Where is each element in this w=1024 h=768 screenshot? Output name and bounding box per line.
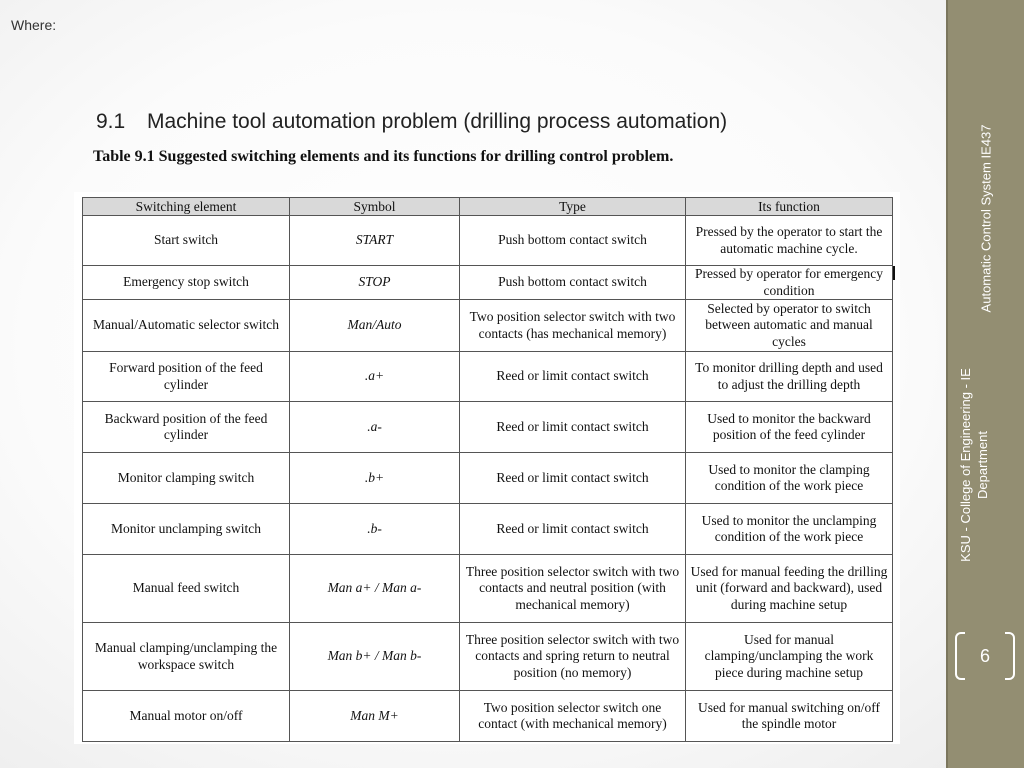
cell-function: Selected by operator to switch between automatic and manual cycles	[686, 300, 893, 352]
table-row	[83, 623, 893, 691]
college-line-2: Department	[975, 431, 990, 499]
header-switching-element: Switching element	[83, 198, 290, 216]
table-row	[83, 266, 893, 300]
table-row	[83, 300, 893, 352]
cell-symbol: .b-	[290, 504, 460, 555]
cell-type: Two position selector switch with two contacts (has mechanical memory)	[460, 300, 686, 352]
cell-type: Two position selector switch one contact (with mechanical memory)	[460, 691, 686, 742]
table-row	[83, 453, 893, 504]
slide-heading	[96, 110, 727, 134]
cell-symbol: STOP	[290, 266, 460, 300]
cell-function: Pressed by the operator to start the automatic machine cycle.	[686, 216, 893, 266]
cell-symbol: Man a+ / Man a-	[290, 555, 460, 623]
cell-element: Monitor clamping switch	[83, 453, 290, 504]
cell-type: Push bottom contact switch	[460, 216, 686, 266]
college-footer	[957, 335, 991, 595]
cell-element: Manual clamping/unclamping the workspace switch	[83, 623, 290, 691]
table-caption: Table 9.1 Suggested switching elements and its functions for drilling control problem.	[93, 148, 674, 165]
cell-symbol: .b+	[290, 453, 460, 504]
header-function: Its function	[686, 198, 893, 216]
cell-type: Three position selector switch with two contacts and spring return to neutral position (no memory)	[460, 623, 686, 691]
cell-element: Forward position of the feed cylinder	[83, 352, 290, 402]
switching-elements-table	[82, 197, 893, 742]
college-line-1: KSU - College of Engineering - IE	[958, 368, 973, 562]
section-number: 9.1	[96, 110, 126, 133]
cell-type: Reed or limit contact switch	[460, 352, 686, 402]
table-row	[83, 352, 893, 402]
cell-element: Manual/Automatic selector switch	[83, 300, 290, 352]
cell-element: Manual feed switch	[83, 555, 290, 623]
cell-type: Three position selector switch with two contacts and neutral position (with mechanical memory)	[460, 555, 686, 623]
cell-type: Push bottom contact switch	[460, 266, 686, 300]
cell-type: Reed or limit contact switch	[460, 504, 686, 555]
cell-symbol: Man/Auto	[290, 300, 460, 352]
table-row	[83, 402, 893, 453]
cell-function: Used to monitor the clamping condition of the work piece	[686, 453, 893, 504]
course-footer: Automatic Control System IE437	[978, 124, 994, 313]
section-title: Machine tool automation problem (drilling process automation)	[147, 110, 728, 133]
cell-function: Pressed by operator for emergency condition	[686, 266, 893, 300]
page-number-badge	[953, 628, 1017, 684]
cell-function: Used for manual switching on/off the spindle motor	[686, 691, 893, 742]
table-row	[83, 691, 893, 742]
cell-type: Reed or limit contact switch	[460, 402, 686, 453]
stray-mark	[893, 266, 895, 280]
cell-function: Used to monitor the unclamping condition of the work piece	[686, 504, 893, 555]
cell-function: To monitor drilling depth and used to adjust the drilling depth	[686, 352, 893, 402]
header-symbol: Symbol	[290, 198, 460, 216]
cell-symbol: .a-	[290, 402, 460, 453]
table-row	[83, 216, 893, 266]
page-number: 6	[979, 645, 990, 666]
cell-element: Manual motor on/off	[83, 691, 290, 742]
cell-element: Backward position of the feed cylinder	[83, 402, 290, 453]
cell-element: Emergency stop switch	[83, 266, 290, 300]
table-row	[83, 504, 893, 555]
cell-symbol: Man M+	[290, 691, 460, 742]
cell-element: Monitor unclamping switch	[83, 504, 290, 555]
cell-symbol: .a+	[290, 352, 460, 402]
cell-element: Start switch	[83, 216, 290, 266]
table-header-row	[83, 198, 893, 216]
cell-symbol: Man b+ / Man b-	[290, 623, 460, 691]
sidebar-edge	[946, 0, 948, 768]
cell-function: Used for manual clamping/unclamping the work piece during machine setup	[686, 623, 893, 691]
cell-type: Reed or limit contact switch	[460, 453, 686, 504]
cell-function: Used for manual feeding the drilling unit (forward and backward), used during machine setup	[686, 555, 893, 623]
header-type: Type	[460, 198, 686, 216]
corner-label: Where:	[11, 17, 57, 33]
table-row	[83, 555, 893, 623]
cell-function: Used to monitor the backward position of the feed cylinder	[686, 402, 893, 453]
cell-symbol: START	[290, 216, 460, 266]
